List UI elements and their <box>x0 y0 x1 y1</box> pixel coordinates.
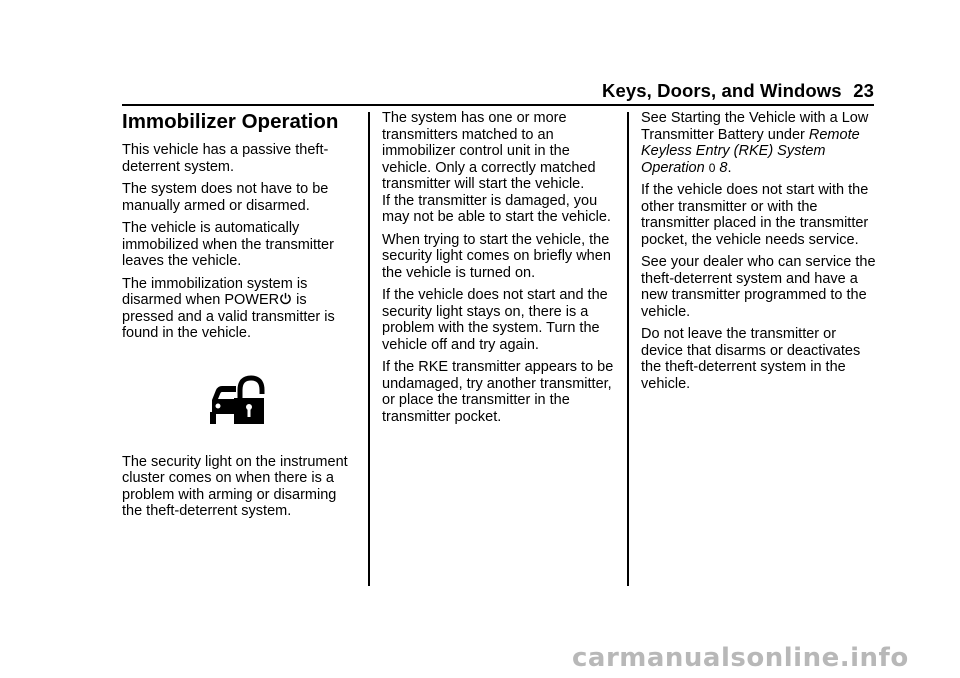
page-reference-icon: 0 <box>708 160 716 175</box>
page-reference[interactable]: 8 <box>715 159 728 176</box>
paragraph-text: See Starting the Vehicle with a Low Transmitter Battery under <box>641 110 869 143</box>
paragraph: The system does not have to be manually armed or disarmed. <box>122 181 329 214</box>
paragraph <box>382 110 618 226</box>
column-1 <box>122 110 354 526</box>
column-divider-1 <box>368 112 370 586</box>
power-button-icon <box>279 292 292 305</box>
paragraph-text: . <box>727 159 732 176</box>
cross-reference-link[interactable]: Remote Keyless Entry (RKE) System Operation <box>641 126 860 176</box>
paragraph-text: If the transmitter is damaged, you may not be able to start the vehicle. <box>382 192 611 225</box>
paragraph-text: The immobilization system is disarmed when POWER <box>122 275 308 308</box>
page-number: 23 <box>853 80 874 101</box>
column-3 <box>641 110 881 398</box>
paragraph: The vehicle is automatically immobilized when the transmitter leaves the vehicle. <box>122 220 334 269</box>
paragraph: The security light on the instrument cluster comes on when there is a problem with arming or disarming the theft-deterrent system. <box>122 453 348 519</box>
paragraph <box>641 110 881 176</box>
section-title: Keys, Doors, and Windows <box>602 80 842 101</box>
header-rule <box>122 104 874 106</box>
section-heading: Immobilizer Operation <box>122 110 339 133</box>
page-header <box>602 80 874 102</box>
paragraph: See your dealer who can service the theft-deterrent system and have a new transmitter programmed to the vehicle. <box>641 254 876 320</box>
paragraph <box>122 276 354 342</box>
security-light-icon <box>206 372 270 428</box>
paragraph-text: The system has one or more transmitters matched to an immobilizer control unit in the vehicle. Only a correctly matched transmitter will start the vehicle. <box>382 110 596 192</box>
paragraph: Do not leave the transmitter or device that disarms or deactivates the theft-deterrent system in the vehicle. <box>641 326 861 392</box>
paragraph: This vehicle has a passive theft-deterrent system. <box>122 142 329 175</box>
column-divider-2 <box>627 112 629 586</box>
column-2 <box>382 110 618 431</box>
watermark: carmanualsonline.info <box>572 643 909 673</box>
paragraph: If the RKE transmitter appears to be undamaged, try another transmitter, or place the transmitter in the transmitter pocket. <box>382 359 614 425</box>
paragraph-text: is pressed and a valid transmitter is found in the vehicle. <box>122 292 335 341</box>
paragraph: If the vehicle does not start with the other transmitter or with the transmitter placed in the transmitter pocket, the vehicle needs service. <box>641 182 869 248</box>
paragraph: When trying to start the vehicle, the security light comes on briefly when the vehicle is turned on. <box>382 231 611 281</box>
paragraph: If the vehicle does not start and the security light stays on, there is a problem with the system. Turn the vehicle off and try again. <box>382 287 608 353</box>
